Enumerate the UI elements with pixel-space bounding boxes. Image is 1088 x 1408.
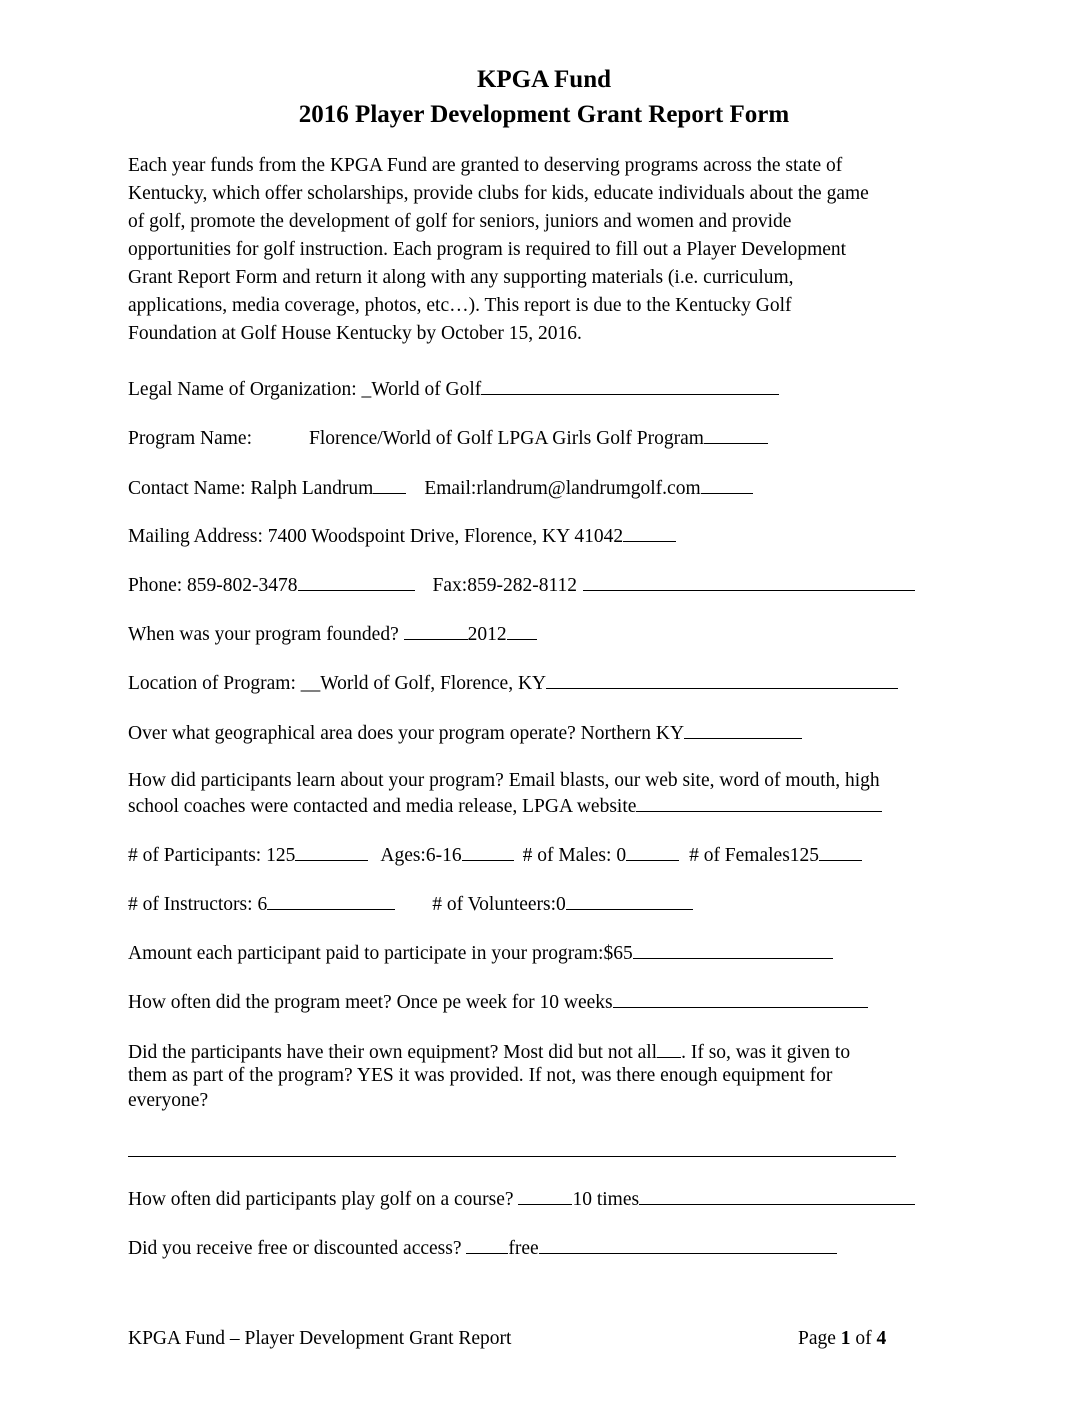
- course-underline: [639, 1186, 915, 1205]
- ages-underline: [462, 842, 514, 861]
- contact-name-field[interactable]: Ralph Landrum: [250, 478, 374, 499]
- intro-line: Each year funds from the KPGA Fund are granted to deserving programs across the state of: [128, 155, 843, 176]
- males-label: # of Males:: [522, 845, 617, 866]
- intro-paragraph: [128, 152, 968, 348]
- ages-label: Ages:: [380, 845, 426, 866]
- founded-underline: [507, 621, 537, 640]
- males-field[interactable]: 0: [616, 845, 627, 866]
- phone-underline: [298, 572, 415, 591]
- females-field[interactable]: 125: [789, 845, 820, 866]
- learn-label: How did participants learn about your program?: [128, 770, 509, 791]
- email-underline: [701, 475, 753, 494]
- location-row: [128, 670, 898, 696]
- page-number: [798, 1327, 886, 1351]
- access-field[interactable]: free: [508, 1238, 539, 1259]
- mailing-label: Mailing Address:: [128, 526, 268, 547]
- volunteers-underline: [566, 891, 693, 910]
- email-field[interactable]: rlandrum@landrumgolf.com: [476, 478, 701, 499]
- amount-row: [128, 940, 833, 966]
- program-name-field[interactable]: Florence/World of Golf LPGA Girls Golf Program: [309, 428, 704, 449]
- learn-row: [128, 769, 880, 793]
- equipment-label-tail: . If so, was it given to: [681, 1042, 851, 1063]
- phone-row: [128, 572, 915, 598]
- area-row: [128, 720, 802, 746]
- intro-line: of golf, promote the development of golf for seniors, juniors and women and provide: [128, 211, 792, 232]
- equipment-given-field[interactable]: YES it was provided.: [356, 1065, 524, 1086]
- meet-label: How often did the program meet?: [128, 992, 397, 1013]
- email-label: Email:: [424, 478, 477, 499]
- mailing-address-field[interactable]: 7400 Woodspoint Drive, Florence, KY 41042: [267, 526, 624, 547]
- equipment-answer-line[interactable]: [128, 1156, 896, 1157]
- course-row: [128, 1186, 915, 1212]
- meet-row: [128, 989, 868, 1015]
- access-row: [128, 1235, 837, 1261]
- equipment-row-3: [128, 1089, 208, 1113]
- program-name-underline: [704, 425, 768, 444]
- page-current: 1: [840, 1328, 851, 1349]
- fax-underline: [583, 572, 915, 591]
- location-field[interactable]: World of Golf, Florence, KY: [320, 673, 547, 694]
- legal-name-underline: [481, 376, 779, 395]
- equipment-label: Did the participants have their own equipment?: [128, 1042, 504, 1063]
- amount-underline: [633, 940, 833, 959]
- fax-label: Fax:: [432, 575, 468, 596]
- instructors-row: [128, 891, 693, 917]
- equipment-row-2: [128, 1064, 832, 1088]
- intro-line: Kentucky, which offer scholarships, provide clubs for kids, educate individuals about the game: [128, 183, 869, 204]
- females-label: # of Females: [689, 845, 790, 866]
- access-underline: [539, 1235, 837, 1254]
- instructors-label: # of Instructors:: [128, 894, 258, 915]
- page-prefix: Page: [798, 1328, 841, 1349]
- legal-name-row: [128, 376, 779, 402]
- legal-name-field[interactable]: World of Golf: [371, 379, 482, 400]
- page-of: of: [850, 1328, 877, 1349]
- equipment-given-label: them as part of the program?: [128, 1065, 357, 1086]
- course-underline-pre: [518, 1186, 572, 1205]
- program-name-label: Program Name:: [128, 428, 253, 449]
- fax-field[interactable]: 859-282-8112: [467, 575, 577, 596]
- participants-field[interactable]: 125: [266, 845, 296, 866]
- contact-underline: [373, 475, 406, 494]
- males-underline: [626, 842, 679, 861]
- founded-label: When was your program founded?: [128, 624, 404, 645]
- page-title: KPGA Fund: [476, 66, 612, 93]
- intro-line: applications, media coverage, photos, etc…). This report is due to the Kentucky Golf: [128, 295, 792, 316]
- amount-label: Amount each participant paid to participate in your program:: [128, 943, 604, 964]
- learn-field-2[interactable]: school coaches were contacted and media release, LPGA website: [128, 796, 637, 817]
- location-underline: [546, 670, 898, 689]
- instructors-underline: [267, 891, 395, 910]
- mailing-underline: [623, 523, 676, 542]
- volunteers-label: # of Volunteers:: [432, 894, 557, 915]
- intro-line: opportunities for golf instruction. Each program is required to fill out a Player Development: [128, 239, 847, 260]
- founded-underline-pre: [404, 621, 468, 640]
- females-underline: [819, 842, 862, 861]
- learn-row-2: [128, 793, 882, 819]
- participants-label: # of Participants:: [128, 845, 267, 866]
- instructors-field[interactable]: 6: [257, 894, 268, 915]
- intro-line: Foundation at Golf House Kentucky by October 15, 2016.: [128, 323, 582, 344]
- learn-underline: [636, 793, 882, 812]
- program-name-row: [128, 425, 768, 451]
- meet-underline: [613, 989, 868, 1008]
- access-label: Did you receive free or discounted access?: [128, 1238, 467, 1259]
- course-label: How often did participants play golf on a course?: [128, 1189, 519, 1210]
- meet-field[interactable]: Once pe week for 10 weeks: [396, 992, 613, 1013]
- founded-row: [128, 621, 537, 647]
- intro-line: Grant Report Form and return it along with any supporting materials (i.e. curriculum,: [128, 267, 794, 288]
- learn-field[interactable]: Email blasts, our web site, word of mouth, high: [508, 770, 880, 791]
- mailing-row: [128, 523, 676, 549]
- course-field[interactable]: 10 times: [572, 1189, 640, 1210]
- participants-row: [128, 842, 862, 868]
- area-label: Over what geographical area does your program operate?: [128, 723, 581, 744]
- access-underline-pre: [466, 1235, 508, 1254]
- equipment-enough-label: If not, was there enough equipment for: [523, 1065, 833, 1086]
- contact-row: [128, 475, 753, 501]
- equipment-field[interactable]: Most did but not all: [503, 1042, 658, 1063]
- location-label: Location of Program: __: [128, 673, 321, 694]
- equipment-underline: [657, 1039, 681, 1058]
- equipment-row-1: [128, 1039, 850, 1065]
- ages-field[interactable]: 6-16: [425, 845, 462, 866]
- footer-title: KPGA Fund – Player Development Grant Report: [128, 1328, 512, 1349]
- founded-field[interactable]: 2012: [467, 624, 507, 645]
- participants-underline: [295, 842, 368, 861]
- phone-label: Phone:: [128, 575, 188, 596]
- equipment-everyone-label: everyone?: [128, 1090, 209, 1111]
- phone-field[interactable]: 859-802-3478: [187, 575, 298, 596]
- page-total: 4: [876, 1328, 887, 1349]
- area-field[interactable]: Northern KY: [580, 723, 685, 744]
- page-subtitle: 2016 Player Development Grant Report Form: [298, 101, 790, 128]
- amount-field[interactable]: $65: [603, 943, 633, 964]
- volunteers-field[interactable]: 0: [556, 894, 566, 915]
- contact-label: Contact Name:: [128, 478, 251, 499]
- area-underline: [684, 720, 802, 739]
- legal-name-label: Legal Name of Organization: _: [128, 379, 372, 400]
